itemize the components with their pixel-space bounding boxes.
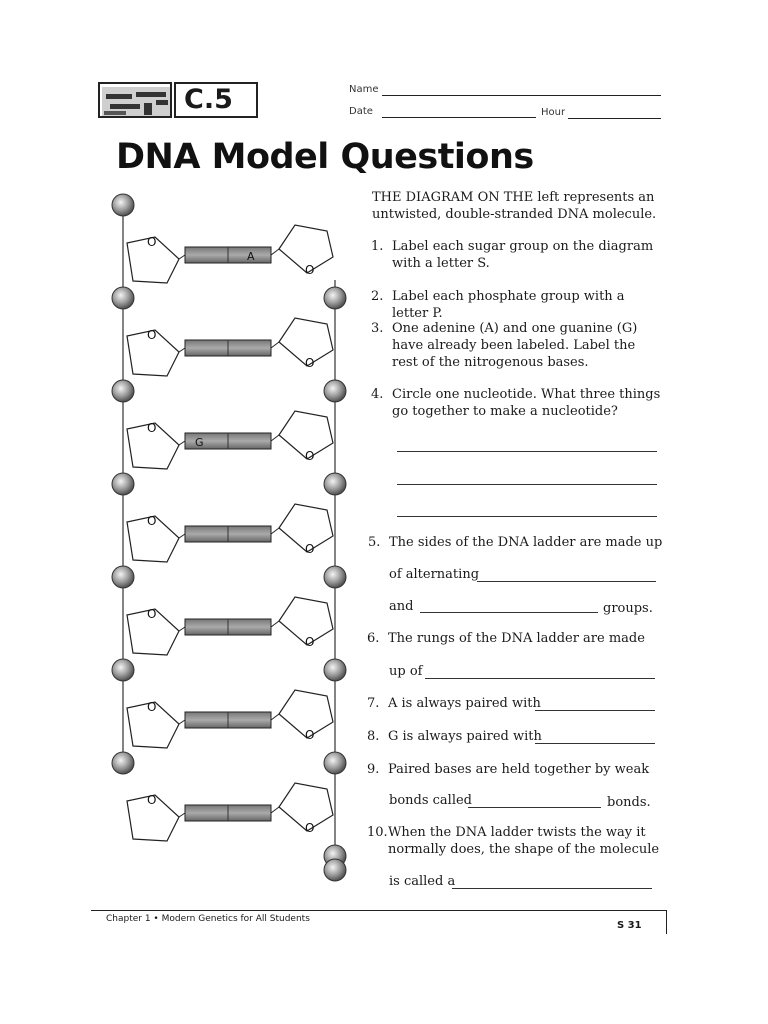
right-phosphate — [324, 473, 346, 495]
name-label: Name — [349, 84, 379, 95]
question-number: 7. — [367, 696, 380, 711]
question-number: 4. — [371, 387, 384, 402]
question-text: The rungs of the DNA ladder are made — [388, 631, 645, 646]
left-phosphate — [112, 473, 134, 495]
sugar-base-bond — [271, 528, 279, 534]
q7-answer-line[interactable] — [535, 710, 655, 711]
right-phosphate — [324, 752, 346, 774]
dna-rungs — [123, 210, 335, 870]
left-phosphate — [112, 752, 134, 774]
left-sugar-oxygen-label: O — [147, 328, 157, 342]
q9-bonds-label: bonds. — [607, 795, 651, 810]
question-number: 1. — [371, 239, 384, 254]
question-number: 10. — [367, 825, 388, 840]
q4-answer-line-3[interactable] — [397, 516, 657, 517]
activity-badge — [98, 82, 258, 118]
question-text: When the DNA ladder twists the way it normally does, the shape of the molecule — [388, 825, 660, 857]
page-title: DNA Model Questions — [116, 137, 534, 177]
sugar-base-bond — [179, 255, 185, 259]
sugar-base-bond — [179, 627, 185, 631]
question-number: 6. — [367, 631, 380, 646]
right-phosphate — [324, 859, 346, 881]
sugar-base-bond — [179, 720, 185, 724]
right-sugar-oxygen-label: O — [305, 449, 315, 463]
question-text: One adenine (A) and one guanine (G) have already been labeled. Label the rest of the nitrogenous bases. — [392, 321, 638, 370]
right-sugar-oxygen-label: O — [305, 356, 315, 370]
hour-field-line[interactable] — [568, 118, 661, 119]
footer-chapter: Chapter 1 • Modern Genetics for All Students — [106, 914, 310, 924]
question-text: Label each phosphate group with a letter P. — [392, 289, 625, 321]
page-number: S 31 — [617, 920, 642, 931]
left-phosphate — [112, 194, 134, 216]
q10-called-a-label: is called a — [389, 874, 456, 889]
diagram-intro: THE DIAGRAM ON THE left represents an untwisted, double-stranded DNA molecule. — [372, 190, 657, 222]
q4-answer-line-2[interactable] — [397, 484, 657, 485]
left-sugar-oxygen-label: O — [147, 421, 157, 435]
sugar-base-bond — [179, 348, 185, 352]
q5-and-label: and — [389, 599, 414, 614]
question-number: 2. — [371, 289, 384, 304]
left-phosphate — [112, 659, 134, 681]
sugar-base-bond — [179, 441, 185, 445]
left-sugar-oxygen-label: O — [147, 700, 157, 714]
date-label: Date — [349, 106, 373, 117]
question-text: A is always paired with — [388, 696, 541, 711]
right-phosphate — [324, 380, 346, 402]
q9-bonds-called-label: bonds called — [389, 793, 473, 808]
right-phosphate — [324, 287, 346, 309]
name-field-line[interactable] — [382, 95, 661, 96]
q8-answer-line[interactable] — [535, 743, 655, 744]
date-field-line[interactable] — [382, 117, 536, 118]
question-text: Label each sugar group on the diagram with a letter S. — [392, 239, 654, 271]
sugar-base-bond — [271, 621, 279, 627]
question-number: 3. — [371, 321, 384, 336]
question-text: The sides of the DNA ladder are made up — [389, 535, 663, 550]
q9-answer-line[interactable] — [468, 807, 601, 808]
left-sugar-oxygen-label: O — [147, 235, 157, 249]
right-sugar-oxygen-label: O — [305, 821, 315, 835]
left-sugar-oxygen-label: O — [147, 607, 157, 621]
q5-alternating-label: of alternating — [389, 567, 480, 582]
hour-label: Hour — [541, 107, 566, 118]
question-number: 8. — [367, 729, 380, 744]
right-sugar-oxygen-label: O — [305, 635, 315, 649]
left-phosphate — [112, 566, 134, 588]
q5-answer-line-2[interactable] — [420, 612, 598, 613]
right-sugar-oxygen-label: O — [305, 263, 315, 277]
q5-groups-label: groups. — [603, 601, 653, 616]
q10-answer-line[interactable] — [452, 888, 652, 889]
left-sugar-oxygen-label: O — [147, 514, 157, 528]
question-text: Paired bases are held together by weak — [388, 762, 650, 777]
q5-answer-line-1[interactable] — [477, 581, 656, 582]
q6-up-of-label: up of — [389, 664, 423, 679]
question-text: G is always paired with — [388, 729, 542, 744]
base-label-adenine: A — [247, 250, 255, 263]
right-phosphate — [324, 659, 346, 681]
question-number: 9. — [367, 762, 380, 777]
question-number: 5. — [368, 535, 381, 550]
question-text: Circle one nucleotide. What three things go together to make a nucleotide? — [392, 387, 661, 419]
sugar-base-bond — [271, 714, 279, 720]
right-sugar-oxygen-label: O — [305, 728, 315, 742]
sugar-base-bond — [271, 807, 279, 813]
sugar-base-bond — [271, 435, 279, 441]
dna-ladder-diagram — [95, 180, 355, 894]
q6-answer-line[interactable] — [425, 678, 655, 679]
right-phosphate — [324, 566, 346, 588]
right-sugar-oxygen-label: O — [305, 542, 315, 556]
left-phosphate — [112, 380, 134, 402]
sugar-base-bond — [179, 534, 185, 538]
q4-answer-line-1[interactable] — [397, 451, 657, 452]
sugar-base-bond — [271, 342, 279, 348]
activity-code: C.5 — [174, 82, 258, 118]
sugar-base-bond — [271, 249, 279, 255]
badge-stripes-graphic — [98, 82, 172, 118]
left-phosphate — [112, 287, 134, 309]
left-sugar-oxygen-label: O — [147, 793, 157, 807]
base-label-guanine: G — [195, 436, 204, 449]
sugar-base-bond — [179, 813, 185, 817]
